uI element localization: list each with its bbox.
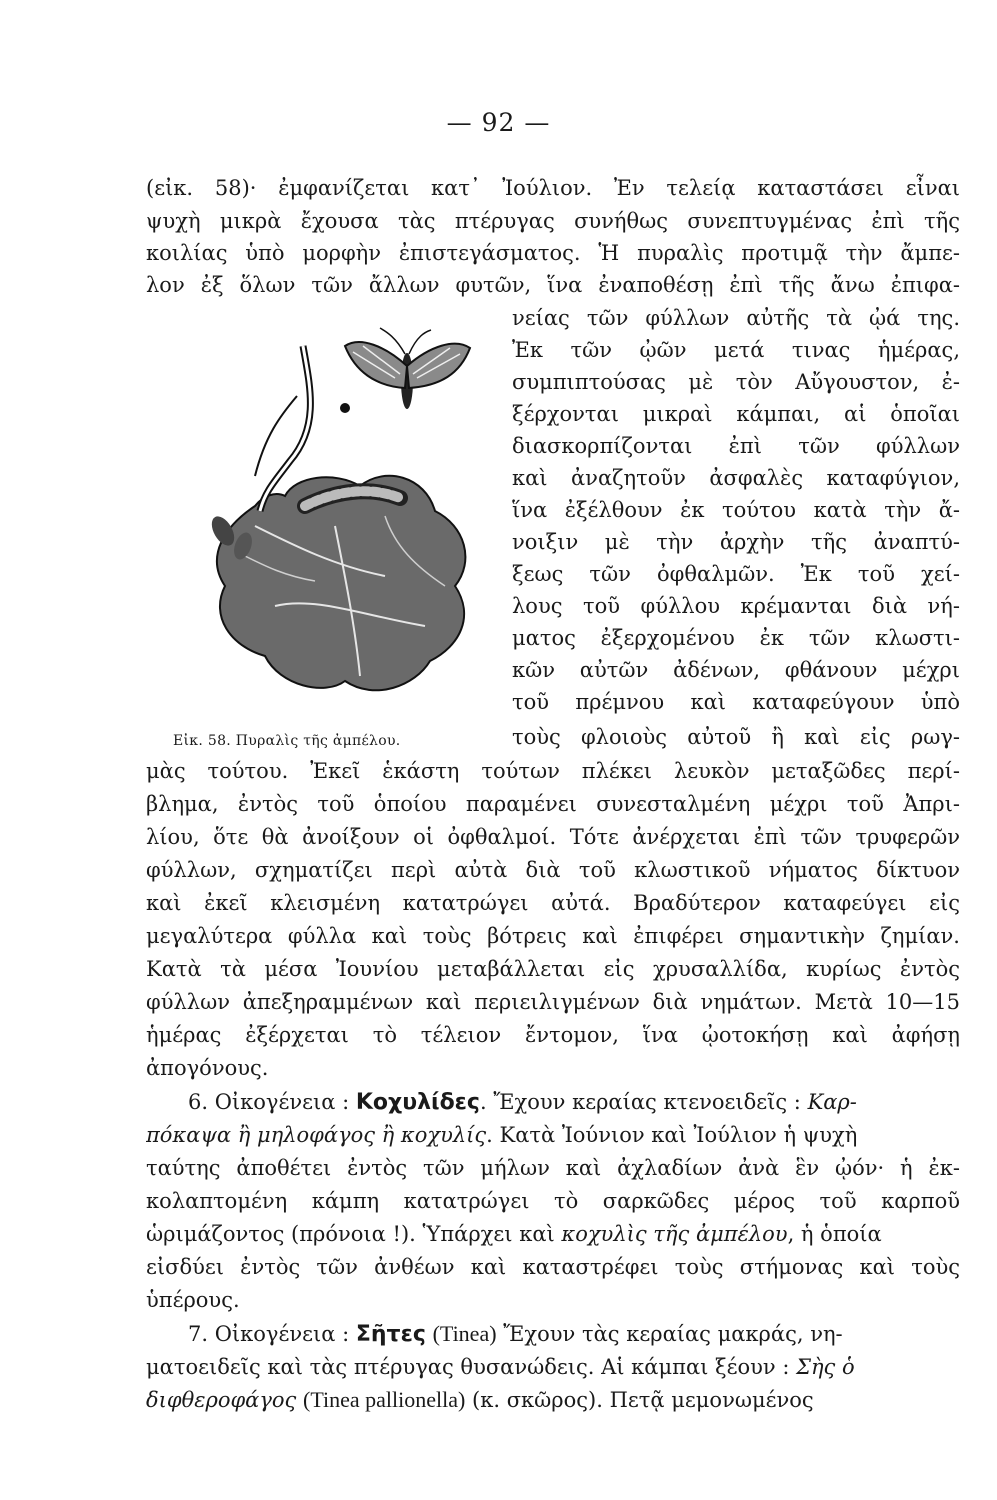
text-line: βλημα, ἐντὸς τοῦ ὁποίου παραμένει συνεσταλμένη μέχρι τοῦ Ἀπρι- xyxy=(146,792,960,816)
text-line: ματος ἐξερχομένου ἐκ τῶν κλωστι- xyxy=(512,626,960,650)
section-7-line xyxy=(146,1319,960,1349)
text-line: κολαπτομένη κάμπη κατατρώγει τὸ σαρκῶδες μέρος τοῦ καρποῦ xyxy=(146,1189,960,1213)
text-line: φύλλων, σχηματίζει περὶ αὐτὰ διὰ τοῦ κλωστικοῦ νήματος δίκτυον xyxy=(146,858,960,882)
text-span: ματοειδεῖς καὶ τὰς πτέρυγας θυσανώδεις. Αἱ κάμπαι ξέουν : xyxy=(146,1355,790,1379)
text-span: . Κατὰ Ἰούνιον καὶ Ἰούλιον ἡ ψυχὴ xyxy=(486,1123,858,1147)
page-number: — 92 — xyxy=(446,108,551,137)
text-line: ἵνα ἐξέλθουν ἐκ τούτου κατὰ τὴν ἄ- xyxy=(512,498,960,522)
text-line: λίου, ὅτε θὰ ἀνοίξουν οἱ ὀφθαλμοί. Τότε ἀνέρχεται ἐπὶ τῶν τρυφερῶν xyxy=(146,825,960,849)
text-line: Κατὰ τὰ μέσα Ἰουνίου μεταβάλλεται εἰς χρυσαλλίδα, κυρίως ἐντὸς xyxy=(146,957,960,981)
text-line: ἡμέρας ἐξέρχεται τὸ τέλειον ἔντομον, ἵνα ᾠοτοκήσῃ καὶ ἀφήσῃ xyxy=(146,1023,960,1047)
section-6-heading: Κοχυλίδες xyxy=(355,1090,480,1115)
section-7-text: Ἔχουν τὰς κεραίας μακράς, νη- xyxy=(503,1322,843,1346)
section-6-number: 6. Οἰκογένεια : xyxy=(188,1090,350,1114)
figure-caption: Εἰκ. 58. Πυραλὶς τῆς ἀμπέλου. xyxy=(173,733,401,749)
text-line: ψυχὴ μικρὰ ἔχουσα τὰς πτέρυγας συνήθως συνεπτυγμένας ἐπὶ τῆς xyxy=(146,209,960,233)
text-line: ὑπέρους. xyxy=(146,1288,240,1312)
latin-name: (Tinea pallionella) xyxy=(303,1387,466,1412)
text-line: καὶ ἀναζητοῦν ἀσφαλὲς καταφύγιον, xyxy=(512,466,960,490)
grapevine-moth-drawing xyxy=(185,326,495,726)
section-7-latin: (Tinea) xyxy=(432,1321,497,1346)
text-line: μεγαλύτερα φύλλα καὶ τοὺς βότρεις καὶ ἐπιφέρει σημαντικὴν ζημίαν. xyxy=(146,924,960,948)
text-line: εἰσδύει ἐντὸς τῶν ἀνθέων καὶ καταστρέφει τοὺς στήμονας καὶ τοὺς xyxy=(146,1255,960,1279)
text-line: καὶ ἐκεῖ κλεισμένη κατατρώγει αὐτά. Βραδύτερον καταφεύγει εἰς xyxy=(146,891,960,915)
text-line: τοὺς φλοιοὺς αὐτοῦ ἢ καὶ εἰς ρωγ- xyxy=(512,725,960,749)
text-line: διασκορπίζονται ἐπὶ τῶν φύλλων xyxy=(512,434,960,458)
text-line: (εἰκ. 58)· ἐμφανίζεται κατ᾽ Ἰούλιον. Ἐν τελείᾳ καταστάσει εἶναι xyxy=(146,176,960,200)
text-line: μὰς τούτου. Ἐκεῖ ἑκάστη τούτων πλέκει λευκὸν μεταξῶδες περί- xyxy=(146,759,960,783)
section-7-heading: Σῆτες xyxy=(355,1322,426,1347)
text-line: τοῦ πρέμνου καὶ καταφεύγουν ὑπὸ xyxy=(512,690,960,714)
section-6-line xyxy=(146,1087,960,1117)
text-line: ταύτης ἀποθέτει ἐντὸς τῶν μήλων καὶ ἀχλαδίων ἀνὰ ἓν ᾠόν· ἡ ἐκ- xyxy=(146,1156,960,1180)
section-6-text: . Ἔχουν κεραίας κτενοειδεῖς : xyxy=(479,1090,801,1114)
species-name: πόκαψα ἢ μηλοφάγος ἢ κοχυλίς xyxy=(146,1123,487,1147)
text-line: κῶν αὐτῶν ἀδένων, φθάνουν μέχρι xyxy=(512,658,960,682)
text-line: συμπιπτούσας μὲ τὸν Αὔγουστον, ἐ- xyxy=(512,370,960,394)
species-name: διφθεροφάγος xyxy=(146,1388,297,1412)
text-line: ξεως τῶν ὀφθαλμῶν. Ἐκ τοῦ χεί- xyxy=(512,562,960,586)
text-line xyxy=(146,1219,960,1249)
section-7-number: 7. Οἰκογένεια : xyxy=(188,1322,350,1346)
text-line: φύλλων ἀπεξηραμμένων καὶ περιειλιγμένων διὰ νημάτων. Μετὰ 10—15 xyxy=(146,990,960,1014)
text-span: (κ. σκῶρος). Πετᾷ μεμονωμένος xyxy=(472,1388,814,1412)
text-line: κοιλίας ὑπὸ μορφὴν ἐπιστεγάσματος. Ἡ πυραλὶς προτιμᾷ τὴν ἄμπε- xyxy=(146,241,960,265)
moth-illustration xyxy=(185,326,495,726)
text-line: ξέρχονται μικραὶ κάμπαι, αἱ ὁποῖαι xyxy=(512,402,960,426)
text-line: ἀπογόνους. xyxy=(146,1056,269,1080)
text-line xyxy=(146,1120,960,1150)
species-name: Σὴς ὁ xyxy=(796,1355,855,1379)
text-line xyxy=(146,1385,960,1415)
text-line: λους τοῦ φύλλου κρέμανται διὰ νή- xyxy=(512,594,960,618)
text-span: ὡριμάζοντος (πρόνοια !). Ὑπάρχει καὶ xyxy=(146,1222,555,1246)
text-line xyxy=(146,1352,960,1382)
section-6-species: Καρ- xyxy=(807,1090,857,1114)
text-span: , ἡ ὁποία xyxy=(787,1222,882,1246)
text-line: Ἐκ τῶν ᾠῶν μετά τινας ἡμέρας, xyxy=(512,338,960,362)
species-name: κοχυλὶς τῆς ἀμπέλου xyxy=(561,1222,788,1246)
text-line: νοιξιν μὲ τὴν ἀρχὴν τῆς ἀναπτύ- xyxy=(512,530,960,554)
text-line: νείας τῶν φύλλων αὐτῆς τὰ ᾠά της. xyxy=(512,306,960,330)
text-line: λον ἐξ ὅλων τῶν ἄλλων φυτῶν, ἵνα ἐναποθέσῃ ἐπὶ τῆς ἄνω ἐπιφα- xyxy=(146,273,960,297)
